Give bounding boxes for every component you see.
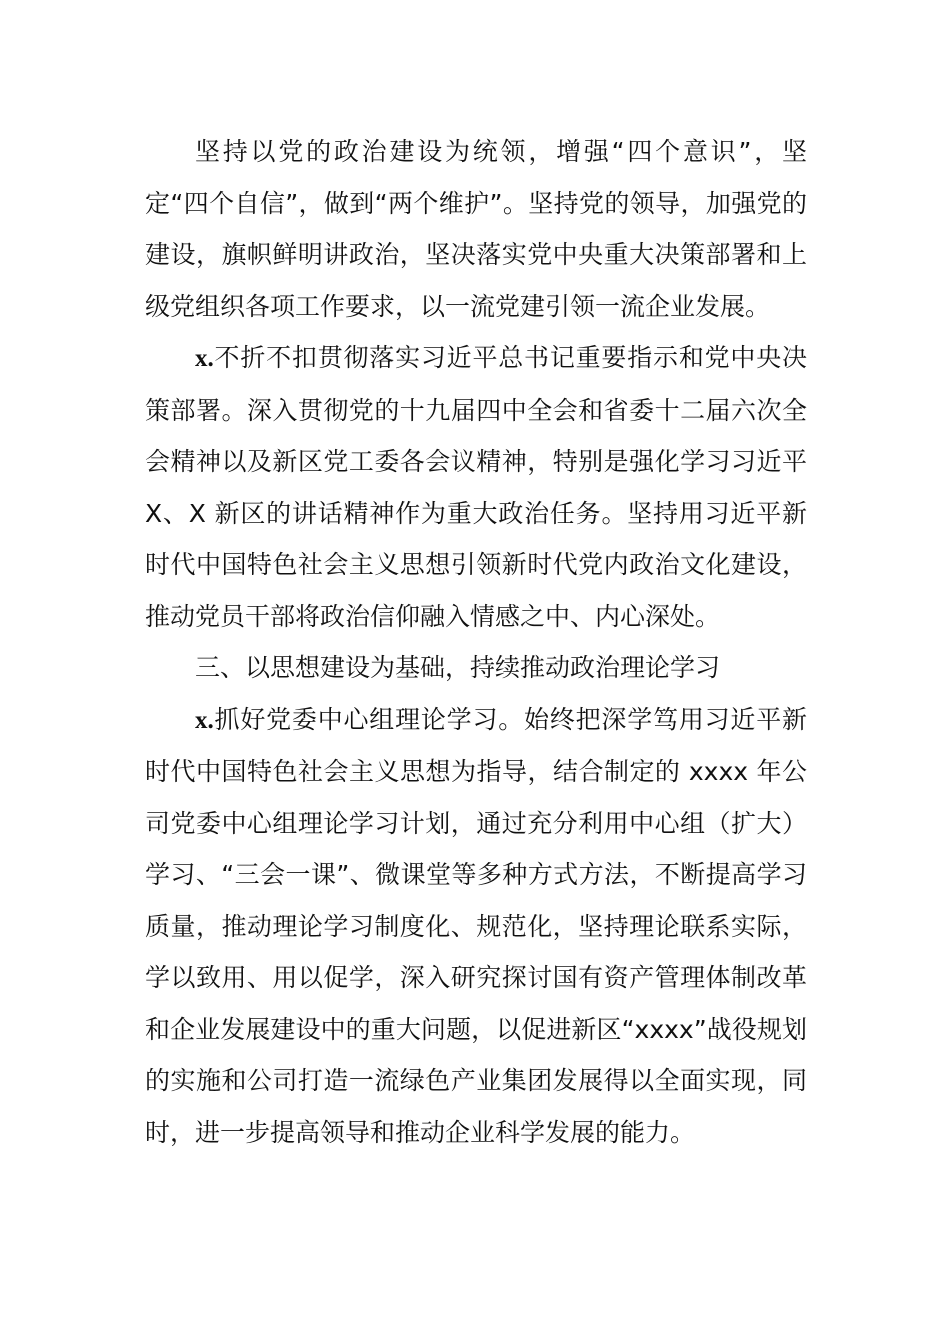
paragraph-text: 不折不扣贯彻落实习近平总书记重要指示和党中央决策部署。深入贯彻党的十九届四中全会和省委十二届六次全会精神以及新区党工委各会议精神，特别是强化学习习近平 X、X 新区的讲话精神作为重大政治任务。坚持用习近平新时代中国特色社会主义思想引领新时代党内政治文化建设，推动党员干部将政治信仰融入情感之中、内心深处。 (145, 343, 807, 631)
paragraph-implement-directives (145, 332, 807, 642)
paragraph-text: 抓好党委中心组理论学习。始终把深学笃用习近平新时代中国特色社会主义思想为指导，结合制定的 xxxx 年公司党委中心组理论学习计划，通过充分利用中心组（扩大）学习、“三会一课”、微课堂等多种方式方法，不断提高学习质量，推动理论学习制度化、规范化，坚持理论联系实际，学以致用、用以促学，深入研究探讨国有资产管理体制改革和企业发展建设中的重大问题，以促进新区“xxxx”战役规划的实施和公司打造一流绿色产业集团发展得以全面实现，同时，进一步提高领导和推动企业科学发展的能力。 (145, 704, 807, 1147)
paragraph-party-leadership (145, 126, 807, 332)
heading-text: 三、以思想建设为基础，持续推动政治理论学习 (195, 653, 721, 682)
item-number: x. (195, 706, 214, 734)
item-number: x. (195, 345, 214, 372)
paragraph-text: 坚持以党的政治建设为统领，增强“四个意识”，坚定“四个自信”，做到“两个维护”。坚持党的领导，加强党的建设，旗帜鲜明讲政治，坚决落实党中央重大决策部署和上级党组织各项工作要求，以一流党建引领一流企业发展。 (145, 137, 807, 321)
paragraph-central-group-study (145, 694, 807, 1159)
section-heading-ideological-building (145, 642, 807, 694)
document-body (145, 126, 807, 1158)
